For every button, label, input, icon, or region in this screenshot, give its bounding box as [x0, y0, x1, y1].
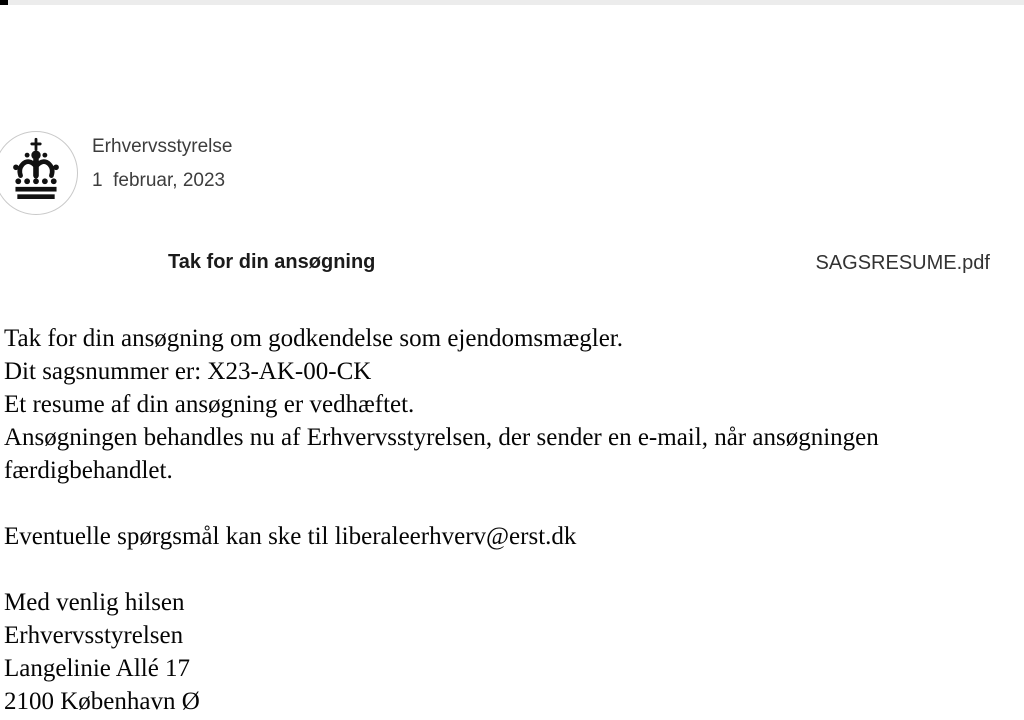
top-border-strip: [0, 0, 1024, 5]
sent-date: 1 februar, 2023: [92, 170, 226, 191]
body-paragraph: [4, 322, 1024, 487]
signature-line: Langelinie Allé 17: [4, 655, 191, 682]
body-signature: [4, 586, 1024, 718]
body-line-contact-email: Eventuelle spørgsmål kan ske til liberaleerhverv@erst.dk: [4, 523, 577, 550]
attachment-file-name[interactable]: SAGSRESUME.pdf: [815, 252, 990, 274]
body-line: Dit sagsnummer er: X23-AK-00-CK: [4, 358, 372, 385]
body-line: Tak for din ansøgning om godkendelse som ejendomsmægler.: [4, 325, 623, 352]
body-line: Et resume af din ansøgning er vedhæftet.: [4, 391, 415, 418]
sender-name: Erhvervsstyrelse: [92, 136, 233, 157]
body-paragraph: [4, 520, 1024, 553]
top-border-mark: [0, 0, 8, 5]
body-line: Ansøgningen behandles nu af Erhvervsstyrelsen, der sender en e-mail, når ansøgningen: [4, 424, 879, 451]
subject-title: Tak for din ansøgning: [168, 251, 376, 273]
signature-line: Erhvervsstyrelsen: [4, 622, 184, 649]
signature-line: Med venlig hilsen: [4, 589, 185, 616]
danish-crown-icon: [8, 137, 64, 210]
sender-block: [92, 134, 232, 194]
signature-line: 2100 København Ø: [4, 688, 200, 715]
email-body: [4, 322, 1024, 720]
sender-avatar[interactable]: [0, 131, 78, 215]
body-line: færdigbehandlet.: [4, 457, 173, 484]
